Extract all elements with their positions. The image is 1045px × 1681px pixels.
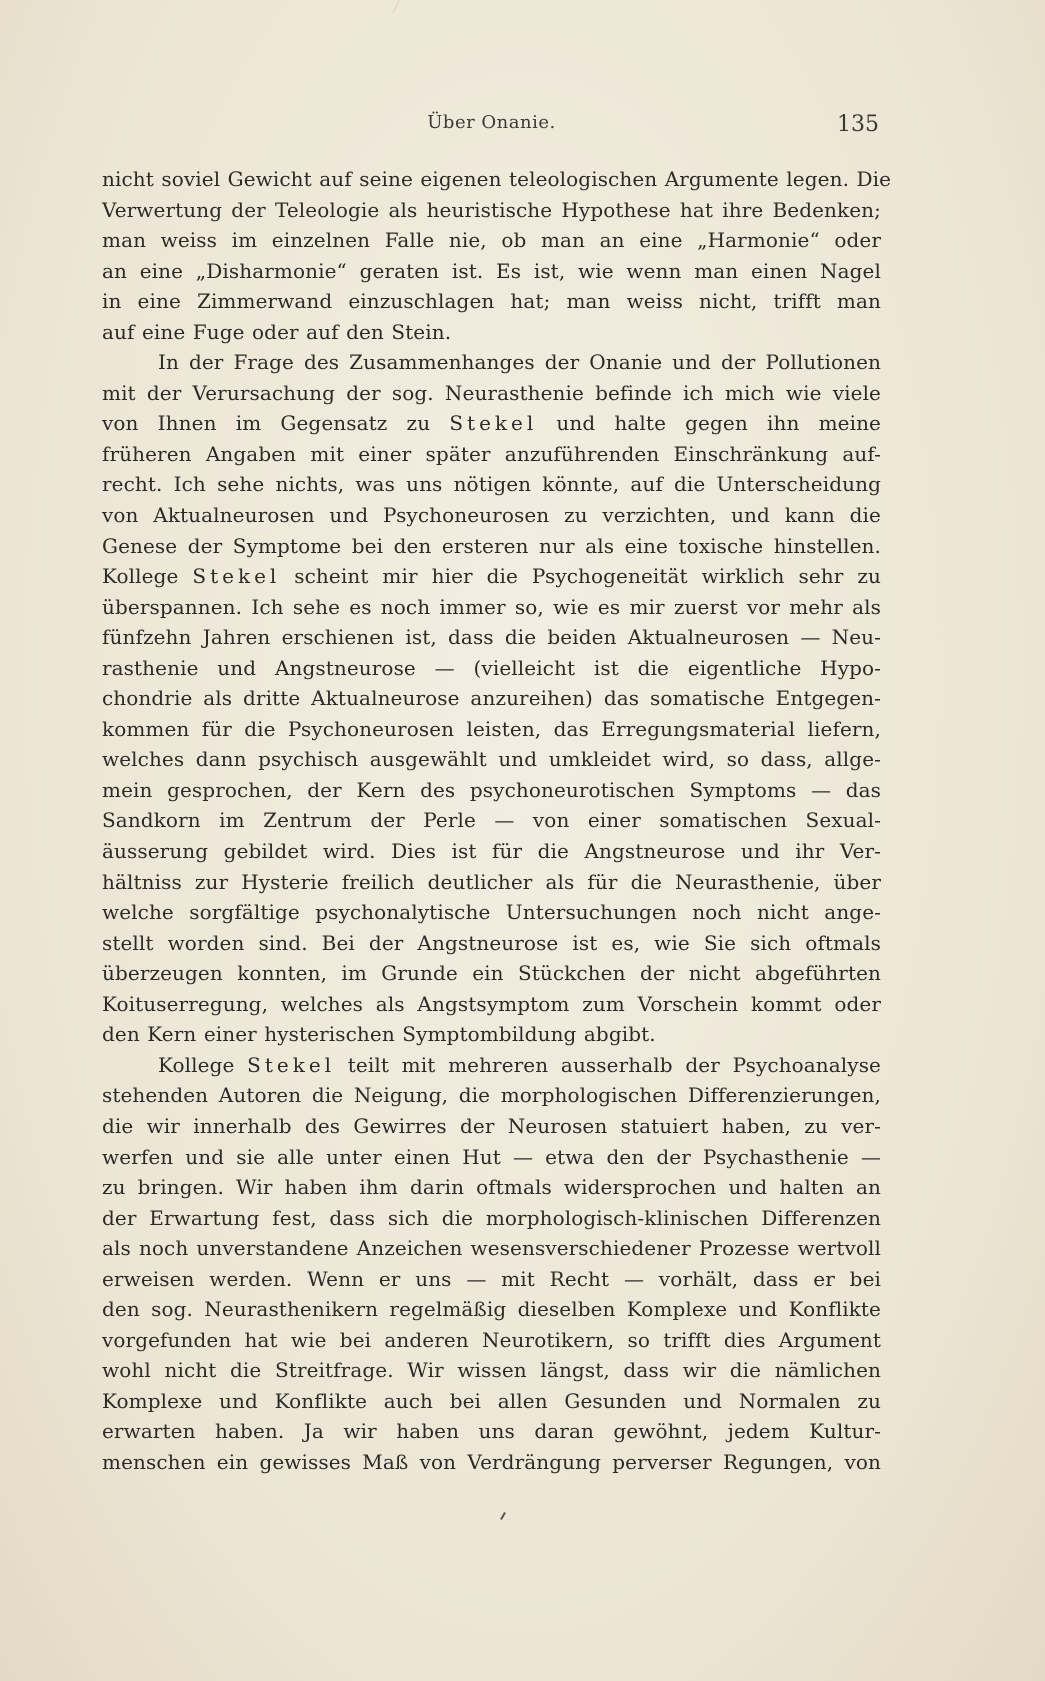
text-line: der Erwartung fest, dass sich die morphologisch-klinischen Differenzen <box>102 1205 881 1230</box>
running-header <box>104 112 879 142</box>
text-line: in eine Zimmerwand einzuschlagen hat; man weiss nicht, trifft man <box>102 289 881 314</box>
text-line: die wir innerhalb des Gewirres der Neurosen statuiert haben, zu ver- <box>102 1113 881 1138</box>
text-line: recht. Ich sehe nichts, was uns nötigen könnte, auf die Unterscheidung <box>102 472 881 497</box>
text-line: werfen und sie alle unter einen Hut — etwa den der Psychasthenie — <box>102 1144 881 1169</box>
text-line: stellt worden sind. Bei der Angstneurose ist es, wie Sie sich oftmals <box>102 930 881 955</box>
text-line: stehenden Autoren die Neigung, die morphologischen Differenzierungen, <box>102 1083 881 1108</box>
text-line: rasthenie und Angstneurose — (vielleicht ist die eigentliche Hypo- <box>102 655 881 680</box>
text-line: Verwertung der Teleologie als heuristische Hypothese hat ihre Bedenken; <box>102 197 881 222</box>
text-line: auf eine Fuge oder auf den Stein. <box>102 319 452 344</box>
text-line: erwarten haben. Ja wir haben uns daran gewöhnt, jedem Kultur- <box>102 1419 881 1444</box>
text-line: nicht soviel Gewicht auf seine eigenen teleologischen Argumente legen. Die <box>102 167 892 191</box>
text-line: mit der Verursachung der sog. Neurasthenie befinde ich mich wie viele <box>102 380 881 405</box>
text-line: fünfzehn Jahren erschienen ist, dass die beiden Aktualneurosen — Neu- <box>102 625 881 650</box>
text-line: mein gesprochen, der Kern des psychoneurotischen Symptoms — das <box>102 777 881 802</box>
text-line: In der Frage des Zusammenhanges der Onanie und der Pollutionen <box>158 350 881 375</box>
text-line: vorgefunden hat wie bei anderen Neurotikern, so trifft dies Argument <box>102 1327 881 1352</box>
text-line: welches dann psychisch ausgewählt und umkleidet wird, so dass, allge- <box>102 747 881 772</box>
paper-mark <box>500 1512 506 1520</box>
text-line: welche sorgfältige psychonalytische Untersuchungen noch nicht ange- <box>102 900 881 925</box>
text-line: Komplexe und Konflikte auch bei allen Gesunden und Normalen zu <box>102 1388 881 1413</box>
running-title: Über Onanie. <box>427 112 556 133</box>
text-line: äusserung gebildet wird. Dies ist für die Angstneurose und ihr Ver- <box>102 839 881 864</box>
text-line: wohl nicht die Streitfrage. Wir wissen längst, dass wir die nämlichen <box>102 1358 881 1383</box>
author-name: Stekel <box>247 1052 336 1077</box>
page-number: 135 <box>837 112 879 137</box>
text-line: von Aktualneurosen und Psychoneurosen zu verzichten, und kann die <box>102 503 881 528</box>
text-line: Sandkorn im Zentrum der Perle — von einer somatischen Sexual- <box>102 808 881 833</box>
text-line: überzeugen konnten, im Grunde ein Stückchen der nicht abgeführten <box>102 961 881 986</box>
paragraph-2 <box>102 347 881 1050</box>
text-line: den Kern einer hysterischen Symptombildung abgibt. <box>102 1022 656 1047</box>
text-line: man weiss im einzelnen Falle nie, ob man an eine „Harmonie“ oder <box>102 228 881 253</box>
text-line: an eine „Disharmonie“ geraten ist. Es ist, wie wenn man einen Nagel <box>102 258 881 283</box>
text-line: den sog. Neurasthenikern regelmäßig dieselben Komplexe und Konflikte <box>102 1297 881 1322</box>
text-line: überspannen. Ich sehe es noch immer so, wie es mir zuerst vor mehr als <box>102 594 881 619</box>
author-name: Stekel <box>449 411 538 436</box>
text-line: Koituserregung, welches als Angstsymptom zum Vorschein kommt oder <box>102 991 881 1016</box>
text-line: früheren Angaben mit einer später anzuführenden Einschränkung auf- <box>102 441 881 466</box>
paragraph-1 <box>102 164 892 347</box>
author-name: Stekel <box>192 564 281 589</box>
text-line: Kollege Stekel teilt mit mehreren ausserhalb der Psychoanalyse <box>158 1052 881 1077</box>
paragraph-3 <box>102 1050 881 1478</box>
text-line: von Ihnen im Gegensatz zu Stekel und halte gegen ihn meine <box>102 411 881 436</box>
text-line: Kollege Stekel scheint mir hier die Psychogeneität wirklich sehr zu <box>102 564 881 589</box>
text-line: Genese der Symptome bei den ersteren nur als eine toxische hinstellen. <box>102 533 881 558</box>
text-line: zu bringen. Wir haben ihm darin oftmals widersprochen und halten an <box>102 1175 881 1200</box>
text-line: menschen ein gewisses Maß von Verdrängung perverser Regungen, von <box>102 1449 881 1474</box>
text-line: hältniss zur Hysterie freilich deutlicher als für die Neurasthenie, über <box>102 869 881 894</box>
text-line: chondrie als dritte Aktualneurose anzureihen) das somatische Entgegen- <box>102 686 881 711</box>
paper-mark <box>393 0 419 22</box>
text-body <box>102 164 892 1478</box>
text-line: kommen für die Psychoneurosen leisten, das Erregungsmaterial liefern, <box>102 716 881 741</box>
text-line: erweisen werden. Wenn er uns — mit Recht — vorhält, dass er bei <box>102 1266 881 1291</box>
text-line: als noch unverstandene Anzeichen wesensverschiedener Prozesse wertvoll <box>102 1236 881 1261</box>
